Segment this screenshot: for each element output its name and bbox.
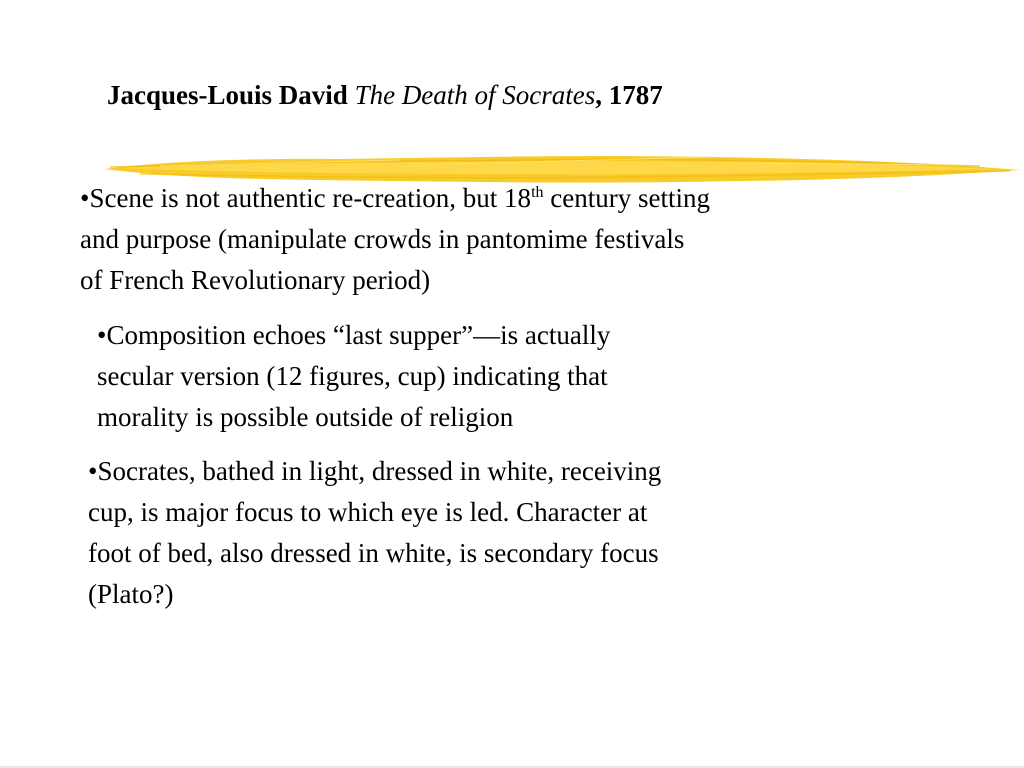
bullet-line: secular version (12 figures, cup) indicating that: [97, 361, 608, 391]
bullet-line: •Composition echoes “last supper”—is actually: [97, 320, 611, 350]
title-artist: Jacques-Louis David: [107, 80, 348, 110]
bullet-line: •Scene is not authentic re-creation, but 18th century setting: [80, 183, 710, 213]
slide-title: [107, 78, 663, 112]
bullet-focus: [88, 451, 661, 615]
bullet-line: foot of bed, also dressed in white, is secondary focus: [88, 538, 659, 568]
bullet-line: morality is possible outside of religion: [97, 402, 514, 432]
bullet-line: of French Revolutionary period): [80, 265, 431, 295]
bullet-line: (Plato?): [88, 579, 174, 609]
bullet-line: and purpose (manipulate crowds in pantomime festivals: [80, 224, 685, 254]
title-year: , 1787: [595, 80, 663, 110]
bullet-line: •Socrates, bathed in light, dressed in white, receiving: [88, 456, 662, 486]
bullet-setting: [80, 178, 710, 301]
superscript-th: th: [531, 184, 544, 201]
title-work: The Death of Socrates: [354, 80, 596, 110]
bullet-composition: [97, 315, 610, 438]
bullet-line: cup, is major focus to which eye is led. Character at: [88, 497, 648, 527]
